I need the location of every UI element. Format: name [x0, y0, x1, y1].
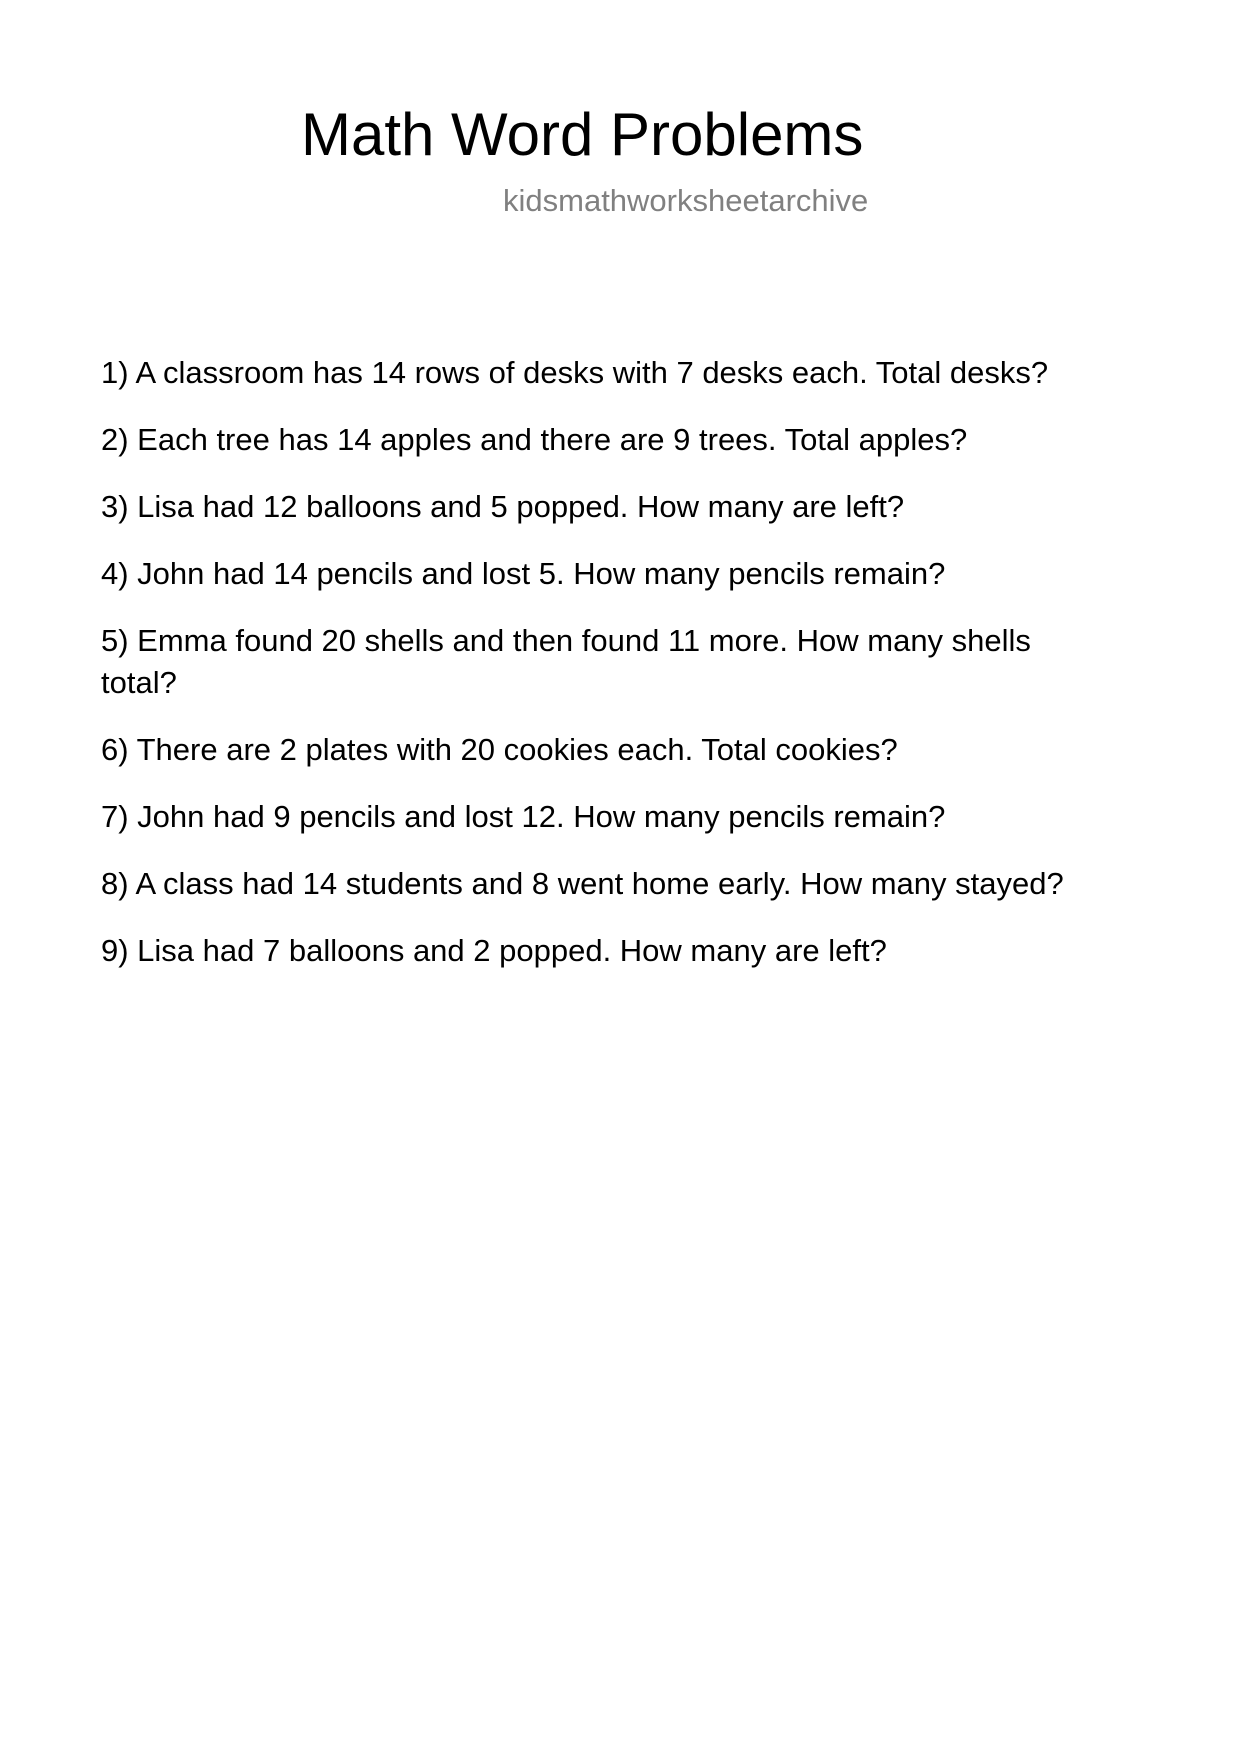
problem-list — [101, 352, 1101, 997]
problem-item: 8) A class had 14 students and 8 went home early. How many stayed? — [101, 866, 1064, 901]
page-title: Math Word Problems — [301, 101, 864, 168]
problem-item: 6) There are 2 plates with 20 cookies each. Total cookies? — [101, 732, 898, 767]
problem-item: 1) A classroom has 14 rows of desks with 7 desks each. Total desks? — [101, 355, 1049, 390]
problem-item: 5) Emma found 20 shells and then found 11 more. How many shells total? — [101, 623, 1031, 700]
problem-item: 9) Lisa had 7 balloons and 2 popped. How many are left? — [101, 933, 887, 968]
problem-item: 2) Each tree has 14 apples and there are 9 trees. Total apples? — [101, 422, 968, 457]
problem-item: 7) John had 9 pencils and lost 12. How many pencils remain? — [101, 799, 946, 834]
problem-item: 4) John had 14 pencils and lost 5. How many pencils remain? — [101, 556, 946, 591]
subtitle: kidsmathworksheetarchive — [503, 183, 869, 218]
problem-item: 3) Lisa had 12 balloons and 5 popped. How many are left? — [101, 489, 905, 524]
